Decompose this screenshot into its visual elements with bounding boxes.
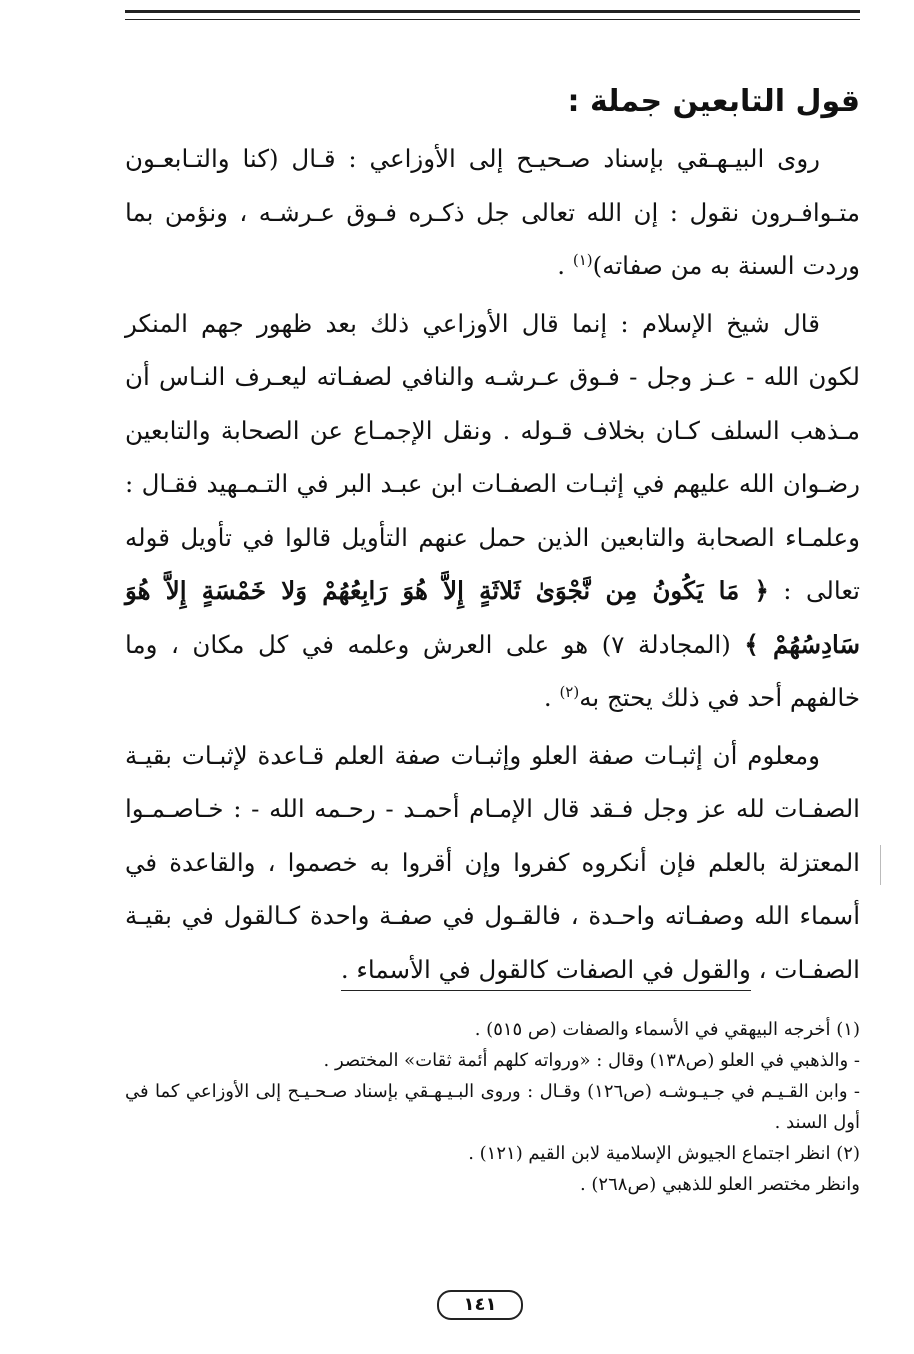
footnote-line: (١) أخرجه البيهقي في الأسماء والصفات (ص ٥١٥) . [474, 1019, 860, 1040]
paragraph-3-text: ومعلوم أن إثبـات صفة العلو وإثبـات صفة العلم قـاعدة لإثبـات بقيـة الصفـات لله عز وجل فـقد قال الإمـام أحمـد - رحـمه الله - : خـاصـمـوا المعتزلة بالعلم فإن أنكروه كفروا وإن أقروا به خصموا ، والقاعدة في أسماء الله وصفـاته واحـدة ، فالقـول في صفـة واحدة كـالقول في بقيـة الصفـات ، [125, 740, 860, 984]
footnote-line: (٢) انظر اجتماع الجيوش الإسلامية لابن القيم (١٢١) . [468, 1143, 860, 1164]
quran-verse: ﴿ مَا يَكُونُ مِن نَّجْوَىٰ ثَلاثَةٍ إِلاَّ هُوَ رَابِعُهُمْ وَلا خَمْسَةٍ إِلاَّ هُوَ سَادِسُهُمْ ﴾ [125, 576, 860, 659]
paragraph-2-text-b: (المجادلة ٧) هو على العرش وعلمه في كل مكان ، وما خالفهم أحد في ذلك يحتج به [125, 629, 860, 712]
paragraph-2-end: . [543, 683, 560, 712]
footnote-line: وانظر مختصر العلو للذهبي (ص٢٦٨) . [579, 1174, 860, 1195]
footnote-line: - وابن القـيـم في جـيـوشـه (ص١٢٦) وقـال : وروى البـيـهـقي بإسناد صـحـيـح إلى الأوزاعي كما في أول السند . [125, 1081, 860, 1133]
page-number: ١٤١ [437, 1290, 523, 1320]
footnote-ref-1: (١) [572, 250, 593, 269]
paragraph-2 [125, 297, 860, 725]
paragraph-3-last-line: والقول في الصفات كالقول في الأسماء . [341, 955, 751, 991]
margin-mark [880, 845, 881, 885]
footnote-ref-2: (٢) [559, 682, 580, 701]
paragraph-1 [125, 132, 860, 293]
section-heading: قول التابعين جملة : [567, 84, 860, 119]
top-rule [125, 10, 860, 20]
page-body [125, 78, 860, 1200]
paragraph-2-text-a: قال شيخ الإسلام : إنما قال الأوزاعي ذلك بعد ظهور جهم المنكر لكون الله - عـز وجل - فـوق عـرشـه والنافي لصفـاته ليعـرف النـاس أن مـذهب السلف كـان بخلاف قـوله . ونقل الإجمـاع عن الصحابة والتابعين رضـوان الله عليهم في إثبـات الصفـات ابن عبـد البر في التـمـهيد فقـال : وعلمـاء الصحابة والتابعين الذين حمل عنهم التأويل قالوا في تأويل قوله تعالى : [125, 308, 860, 605]
paragraph-1-end: . [557, 251, 573, 280]
paragraph-3 [125, 729, 860, 997]
footnotes [125, 1014, 860, 1200]
paragraph-1-text: روى البيـهـقي بإسناد صـحيـح إلى الأوزاعي : قـال (كنا والتـابعـون متـوافـرون نقول : إن الله تعالى جل ذكـره فـوق عـرشـه ، ونؤمن بما وردت السنة به من صفاته) [125, 144, 860, 280]
footnote-line: - والذهبي في العلو (ص١٣٨) وقال : «ورواته كلهم أئمة ثقات» المختصر . [323, 1050, 860, 1071]
